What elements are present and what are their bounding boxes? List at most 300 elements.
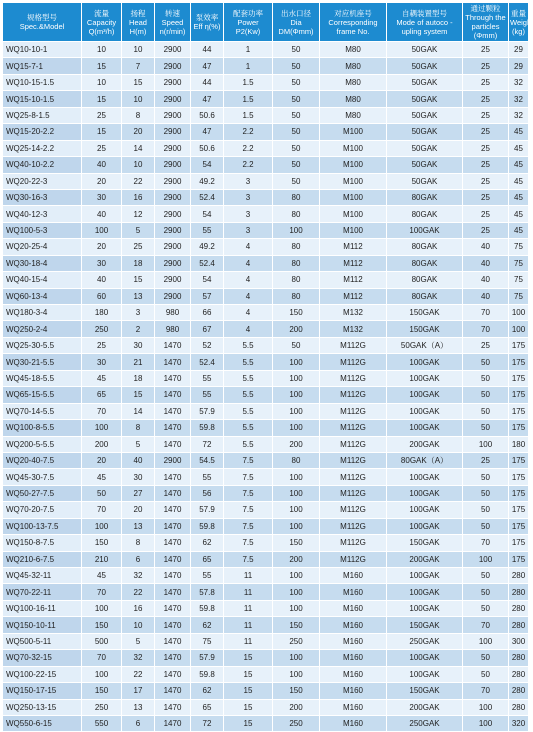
table-cell: 40: [463, 239, 508, 254]
table-cell: M112: [320, 272, 386, 287]
table-cell: 25: [463, 108, 508, 123]
table-cell: 150GAK: [387, 321, 462, 336]
table-cell: 150GAK: [387, 535, 462, 550]
table-cell: 50: [273, 141, 319, 156]
table-cell: 7: [122, 58, 154, 73]
table-cell: 250: [82, 321, 121, 336]
model-cell: WQ20-25-4: [3, 239, 81, 254]
table-cell: 40: [463, 289, 508, 304]
model-cell: WQ100-8-5.5: [3, 420, 81, 435]
table-cell: 67: [191, 321, 223, 336]
table-cell: 175: [509, 420, 528, 435]
table-cell: 29: [509, 58, 528, 73]
table-cell: 50.6: [191, 108, 223, 123]
table-cell: 49.2: [191, 239, 223, 254]
table-cell: 100GAK: [387, 650, 462, 665]
table-cell: 11: [224, 568, 272, 583]
table-cell: 100GAK: [387, 486, 462, 501]
table-cell: 25: [463, 190, 508, 205]
table-cell: 8: [122, 108, 154, 123]
column-header-cn: 通过颗粒: [470, 4, 501, 13]
table-cell: 15: [122, 75, 154, 90]
table-cell: 100: [82, 519, 121, 534]
model-cell: WQ250-13-15: [3, 700, 81, 715]
table-cell: 70: [82, 502, 121, 517]
column-header-en: Spec.&Model: [19, 22, 65, 31]
table-row: [3, 124, 528, 139]
table-cell: 150: [82, 535, 121, 550]
table-cell: 25: [463, 223, 508, 238]
model-cell: WQ65-15-5.5: [3, 387, 81, 402]
table-cell: 30: [82, 354, 121, 369]
table-row: [3, 420, 528, 435]
table-cell: 50GAK: [387, 124, 462, 139]
table-cell: 54.5: [191, 453, 223, 468]
table-cell: 25: [463, 58, 508, 73]
table-cell: 5.5: [224, 437, 272, 452]
table-cell: 100: [273, 371, 319, 386]
table-cell: 1470: [155, 404, 190, 419]
model-cell: WQ150-8-7.5: [3, 535, 81, 550]
table-cell: 150GAK: [387, 617, 462, 632]
table-cell: 100GAK: [387, 519, 462, 534]
table-cell: 150: [273, 535, 319, 550]
model-cell: WQ70-22-11: [3, 584, 81, 599]
table-cell: 150: [82, 617, 121, 632]
table-row: [3, 502, 528, 517]
table-cell: 44: [191, 42, 223, 57]
table-row: [3, 272, 528, 287]
table-cell: 25: [463, 157, 508, 172]
table-cell: 2900: [155, 141, 190, 156]
table-cell: 50: [273, 108, 319, 123]
table-row: [3, 568, 528, 583]
table-cell: 1470: [155, 371, 190, 386]
table-cell: 32: [509, 75, 528, 90]
table-cell: 10: [82, 42, 121, 57]
table-cell: 45: [509, 174, 528, 189]
table-cell: 17: [122, 683, 154, 698]
table-cell: 11: [224, 634, 272, 649]
table-cell: M112G: [320, 535, 386, 550]
table-cell: 100: [82, 420, 121, 435]
table-cell: 11: [224, 601, 272, 616]
table-cell: 57: [191, 289, 223, 304]
table-cell: 30: [122, 338, 154, 353]
model-cell: WQ70-20-7.5: [3, 502, 81, 517]
table-row: [3, 650, 528, 665]
column-header-en: Speed n(r/min): [159, 17, 186, 36]
table-cell: M160: [320, 584, 386, 599]
table-cell: 15: [224, 716, 272, 731]
table-cell: 10: [122, 91, 154, 106]
table-cell: 100: [463, 552, 508, 567]
table-cell: 75: [191, 634, 223, 649]
table-cell: M80: [320, 108, 386, 123]
table-cell: 5.5: [224, 387, 272, 402]
table-cell: 50: [463, 469, 508, 484]
table-cell: 100: [273, 584, 319, 599]
model-cell: WQ25-30-5.5: [3, 338, 81, 353]
table-cell: 1470: [155, 617, 190, 632]
table-cell: 15: [122, 272, 154, 287]
table-cell: 57.8: [191, 584, 223, 599]
table-cell: 100: [273, 568, 319, 583]
table-cell: 15: [224, 667, 272, 682]
table-cell: 2900: [155, 174, 190, 189]
table-cell: 100GAK: [387, 371, 462, 386]
table-cell: 1470: [155, 634, 190, 649]
table-cell: 49.2: [191, 174, 223, 189]
pump-spec-table: [2, 2, 533, 732]
table-cell: 100: [273, 404, 319, 419]
table-cell: 22: [122, 174, 154, 189]
table-cell: 66: [191, 305, 223, 320]
table-cell: 200GAK: [387, 437, 462, 452]
table-cell: 100: [82, 223, 121, 238]
table-cell: 7.5: [224, 453, 272, 468]
table-body: [3, 42, 528, 731]
table-cell: 200: [273, 552, 319, 567]
table-cell: 10: [122, 42, 154, 57]
column-header-cn: 泵效率: [195, 13, 219, 22]
table-cell: 62: [191, 683, 223, 698]
table-cell: 4: [224, 289, 272, 304]
table-row: [3, 552, 528, 567]
table-cell: 50: [273, 91, 319, 106]
table-cell: 50GAK: [387, 42, 462, 57]
table-cell: M112G: [320, 387, 386, 402]
table-cell: 50: [273, 174, 319, 189]
table-cell: 50: [463, 387, 508, 402]
model-cell: WQ10-15-1.5: [3, 75, 81, 90]
table-cell: 2900: [155, 272, 190, 287]
table-cell: M112: [320, 289, 386, 304]
table-cell: 32: [122, 568, 154, 583]
table-cell: 1470: [155, 584, 190, 599]
model-cell: WQ150-10-11: [3, 617, 81, 632]
table-cell: 300: [509, 634, 528, 649]
table-cell: 55: [191, 469, 223, 484]
table-row: [3, 667, 528, 682]
table-cell: 1.5: [224, 91, 272, 106]
table-cell: 280: [509, 584, 528, 599]
table-cell: 45: [509, 157, 528, 172]
table-cell: 100: [82, 667, 121, 682]
column-header-en: Power P2(Kw): [235, 17, 261, 36]
table-cell: 100: [273, 650, 319, 665]
table-cell: 52.4: [191, 354, 223, 369]
table-row: [3, 404, 528, 419]
table-cell: 60: [82, 289, 121, 304]
table-cell: 80: [273, 289, 319, 304]
table-cell: 175: [509, 469, 528, 484]
table-cell: 2900: [155, 75, 190, 90]
table-row: [3, 108, 528, 123]
table-cell: 70: [463, 305, 508, 320]
table-cell: 5: [122, 634, 154, 649]
table-row: [3, 321, 528, 336]
table-row: [3, 42, 528, 57]
table-cell: 59.8: [191, 667, 223, 682]
table-cell: 57.9: [191, 650, 223, 665]
table-cell: 5.5: [224, 354, 272, 369]
table-cell: 175: [509, 535, 528, 550]
table-cell: 100: [273, 354, 319, 369]
table-cell: 150: [273, 617, 319, 632]
table-cell: 59.8: [191, 420, 223, 435]
table-cell: 52.4: [191, 256, 223, 271]
model-cell: WQ15-7-1: [3, 58, 81, 73]
table-cell: 65: [191, 700, 223, 715]
table-cell: 1.5: [224, 108, 272, 123]
table-cell: 70: [82, 404, 121, 419]
column-header-en: Head H(m): [129, 17, 147, 36]
table-cell: 1470: [155, 650, 190, 665]
table-cell: 65: [191, 552, 223, 567]
model-cell: WQ500-5-11: [3, 634, 81, 649]
table-cell: 250: [273, 716, 319, 731]
spec-table-container: [2, 2, 533, 732]
table-cell: 52.4: [191, 190, 223, 205]
table-cell: 40: [122, 453, 154, 468]
table-cell: 4: [224, 239, 272, 254]
table-cell: 175: [509, 486, 528, 501]
table-row: [3, 387, 528, 402]
table-cell: 80: [273, 453, 319, 468]
table-cell: 175: [509, 338, 528, 353]
table-cell: 100: [273, 420, 319, 435]
table-cell: 50: [273, 157, 319, 172]
model-cell: WQ30-16-3: [3, 190, 81, 205]
table-header: [3, 3, 533, 41]
table-row: [3, 206, 528, 221]
table-cell: 2900: [155, 190, 190, 205]
table-cell: 80GAK: [387, 256, 462, 271]
table-cell: 180: [82, 305, 121, 320]
table-cell: 250: [82, 700, 121, 715]
table-cell: M132: [320, 321, 386, 336]
table-cell: M160: [320, 700, 386, 715]
table-cell: 2900: [155, 239, 190, 254]
column-header-cn: 规格型号: [27, 13, 57, 22]
table-row: [3, 289, 528, 304]
table-cell: M80: [320, 91, 386, 106]
table-cell: 11: [224, 617, 272, 632]
table-cell: 175: [509, 502, 528, 517]
table-cell: 30: [82, 190, 121, 205]
table-cell: M100: [320, 206, 386, 221]
table-cell: 100: [273, 387, 319, 402]
table-cell: 15: [82, 91, 121, 106]
table-cell: 15: [122, 387, 154, 402]
table-cell: 20: [82, 239, 121, 254]
table-cell: 50GAK: [387, 58, 462, 73]
table-cell: 54: [191, 157, 223, 172]
table-cell: 40: [463, 256, 508, 271]
table-cell: M160: [320, 716, 386, 731]
table-cell: 980: [155, 321, 190, 336]
table-row: [3, 157, 528, 172]
table-cell: M80: [320, 75, 386, 90]
table-cell: 47: [191, 58, 223, 73]
column-header-cn: 自耦装置型号: [402, 8, 447, 18]
table-cell: 13: [122, 289, 154, 304]
table-cell: 72: [191, 437, 223, 452]
table-cell: 50GAK: [387, 174, 462, 189]
table-cell: 55: [191, 387, 223, 402]
table-cell: 1470: [155, 535, 190, 550]
table-cell: 1470: [155, 486, 190, 501]
table-cell: 6: [122, 716, 154, 731]
table-cell: M100: [320, 190, 386, 205]
table-cell: 4: [224, 256, 272, 271]
table-cell: 80GAK: [387, 206, 462, 221]
table-cell: 100GAK: [387, 420, 462, 435]
table-cell: M160: [320, 617, 386, 632]
table-row: [3, 174, 528, 189]
model-cell: WQ70-32-15: [3, 650, 81, 665]
column-header-en: Corresponding frame No.: [328, 17, 378, 36]
table-row: [3, 58, 528, 73]
table-cell: 70: [463, 321, 508, 336]
table-cell: M132: [320, 305, 386, 320]
table-cell: M112G: [320, 453, 386, 468]
column-header-cn: 扬程: [130, 8, 146, 18]
model-cell: WQ180-3-4: [3, 305, 81, 320]
table-row: [3, 239, 528, 254]
table-cell: 1470: [155, 354, 190, 369]
table-cell: 280: [509, 601, 528, 616]
table-cell: 40: [82, 272, 121, 287]
table-cell: 80: [273, 256, 319, 271]
table-cell: M100: [320, 157, 386, 172]
table-cell: 15: [224, 683, 272, 698]
table-cell: 50: [463, 519, 508, 534]
table-cell: 100GAK: [387, 469, 462, 484]
table-row: [3, 716, 528, 731]
table-cell: 100: [463, 634, 508, 649]
table-cell: 13: [122, 519, 154, 534]
table-cell: 1470: [155, 700, 190, 715]
model-cell: WQ200-5-5.5: [3, 437, 81, 452]
table-cell: 16: [122, 601, 154, 616]
model-cell: WQ100-22-15: [3, 667, 81, 682]
model-cell: WQ10-10-1: [3, 42, 81, 57]
table-cell: 20: [82, 453, 121, 468]
table-cell: 72: [191, 716, 223, 731]
table-cell: 50GAK: [387, 108, 462, 123]
table-cell: 150GAK: [387, 305, 462, 320]
table-cell: 62: [191, 617, 223, 632]
column-header: [273, 3, 319, 41]
column-header: [3, 3, 81, 41]
table-cell: 100: [273, 519, 319, 534]
table-cell: 44: [191, 75, 223, 90]
table-cell: M112G: [320, 486, 386, 501]
table-cell: 100: [273, 667, 319, 682]
table-cell: 2: [122, 321, 154, 336]
table-cell: 1470: [155, 387, 190, 402]
column-header: [387, 3, 462, 41]
table-cell: 45: [509, 124, 528, 139]
table-cell: 52: [191, 338, 223, 353]
table-row: [3, 371, 528, 386]
table-cell: M112G: [320, 552, 386, 567]
table-cell: 57.9: [191, 502, 223, 517]
column-header-cn: 转速: [165, 8, 180, 18]
table-cell: 62: [191, 535, 223, 550]
table-row: [3, 617, 528, 632]
table-cell: 80: [273, 206, 319, 221]
table-cell: M112G: [320, 502, 386, 517]
table-cell: 7.5: [224, 519, 272, 534]
table-row: [3, 141, 528, 156]
table-cell: 5: [122, 437, 154, 452]
model-cell: WQ150-17-15: [3, 683, 81, 698]
table-cell: 14: [122, 404, 154, 419]
table-cell: 100GAK: [387, 404, 462, 419]
table-cell: 200GAK: [387, 552, 462, 567]
model-cell: WQ30-18-4: [3, 256, 81, 271]
table-cell: 15: [224, 700, 272, 715]
table-cell: 25: [463, 42, 508, 57]
table-cell: 100GAK: [387, 667, 462, 682]
table-row: [3, 437, 528, 452]
table-cell: 250GAK: [387, 716, 462, 731]
table-cell: 75: [509, 272, 528, 287]
table-cell: M112: [320, 256, 386, 271]
table-cell: 21: [122, 354, 154, 369]
table-cell: 280: [509, 700, 528, 715]
table-cell: 3: [224, 190, 272, 205]
table-cell: 100: [273, 223, 319, 238]
table-cell: 50: [463, 354, 508, 369]
table-cell: M100: [320, 124, 386, 139]
table-cell: 18: [122, 256, 154, 271]
table-cell: 6: [122, 552, 154, 567]
table-cell: 280: [509, 683, 528, 698]
table-cell: 3: [224, 206, 272, 221]
table-cell: 54: [191, 206, 223, 221]
table-cell: M160: [320, 634, 386, 649]
table-cell: 5: [122, 223, 154, 238]
table-cell: 50: [463, 601, 508, 616]
table-cell: 7.5: [224, 469, 272, 484]
table-cell: 80: [273, 239, 319, 254]
table-cell: 100GAK: [387, 387, 462, 402]
table-cell: 20: [82, 174, 121, 189]
model-cell: WQ45-32-11: [3, 568, 81, 583]
table-row: [3, 601, 528, 616]
table-row: [3, 634, 528, 649]
table-cell: 25: [463, 206, 508, 221]
table-cell: 2900: [155, 42, 190, 57]
model-cell: WQ60-13-4: [3, 289, 81, 304]
table-row: [3, 338, 528, 353]
model-cell: WQ250-2-4: [3, 321, 81, 336]
table-cell: 45: [509, 190, 528, 205]
model-cell: WQ45-18-5.5: [3, 371, 81, 386]
table-cell: M80: [320, 42, 386, 57]
table-row: [3, 469, 528, 484]
table-cell: 54: [191, 272, 223, 287]
column-header-cn: 重量: [511, 8, 526, 18]
table-cell: 10: [122, 617, 154, 632]
table-cell: 22: [122, 584, 154, 599]
table-cell: 59.8: [191, 601, 223, 616]
model-cell: WQ25-14-2.2: [3, 141, 81, 156]
